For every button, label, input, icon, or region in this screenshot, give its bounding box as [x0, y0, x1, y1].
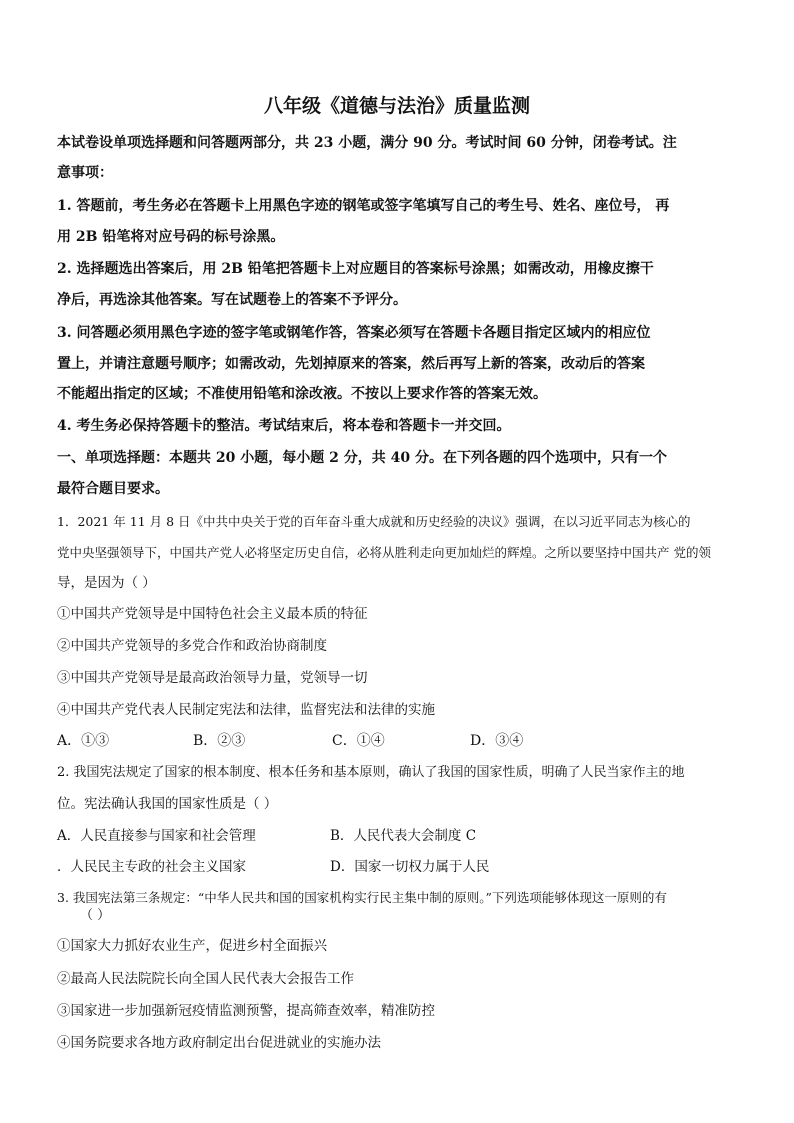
notice-item-3-cont: 置上，并请注意题号顺序；如需改动，先划掉原来的答案，然后再写上新的答案，改动后的答案 — [57, 356, 645, 372]
question-1-option-d: D．③④ — [470, 733, 524, 749]
question-3-stem: 3. 我国宪法第三条规定：“中华人民共和国的国家机构实行民主集中制的原则。”下列选项能够体现这一原则的有 — [57, 890, 667, 905]
question-1-statement: ①中国共产党领导是中国特色社会主义最本质的特征 — [57, 606, 368, 622]
question-2-option-b: B．人民代表大会制度 C — [330, 828, 477, 844]
question-1-statement: ④中国共产党代表人民制定宪法和法律，监督宪法和法律的实施 — [57, 702, 435, 718]
page-title: 八年级《道德与法治》质量监测 — [263, 95, 530, 117]
question-1-option-a: A．①③ — [57, 733, 110, 749]
notice-item-1-cont: 用 2B 铅笔将对应号码的标号涂黑。 — [57, 229, 285, 245]
question-1-stem: 导，是因为（ ） — [57, 575, 156, 591]
section-heading: 一、单项选择题：本题共 20 小题，每小题 2 分，共 40 分。在下列各题的四个选项中，只有一个 — [57, 450, 667, 466]
question-2-option-a: A．人民直接参与国家和社会管理 — [57, 828, 256, 844]
question-1-option-b: B．②③ — [193, 733, 246, 749]
notice-item-3: 3. 问答题必须用黑色字迹的签字笔或钢笔作答，答案必须写在答题卡各题目指定区域内的相应位 — [57, 325, 651, 341]
notice-item-1: 1. 答题前，考生务必在答题卡上用黑色字迹的钢笔或签字笔填写自己的考生号、姓名、座位号， 再 — [57, 198, 670, 214]
question-3-statement: ④国务院要求各地方政府制定出台促进就业的实施办法 — [57, 1035, 381, 1051]
question-3-statement: ③国家进一步加强新冠疫情监测预警，提高筛查效率，精准防控 — [57, 1003, 435, 1019]
notice-item-3-cont: 不能超出指定的区域；不准使用铅笔和涂改液。不按以上要求作答的答案无效。 — [57, 386, 547, 402]
question-1-option-c: C．①④ — [332, 733, 385, 749]
question-2-stem: 位。宪法确认我国的国家性质是（ ） — [57, 796, 278, 812]
question-3-statement: ②最高人民法院院长向全国人民代表大会报告工作 — [57, 971, 354, 987]
question-3-stem: （ ） — [80, 908, 111, 923]
question-2-stem: 2. 我国宪法规定了国家的根本制度、根本任务和基本原则，确认了我国的国家性质，明确了人民当家作主的地 — [57, 765, 685, 780]
question-2-option-c: ．人民民主专政的社会主义国家 — [57, 859, 246, 875]
instructions-line: 本试卷设单项选择题和问答题两部分，共 23 小题，满分 90 分。考试时间 60 分钟，闭卷考试。注 — [57, 135, 677, 151]
instructions-line: 意事项： — [57, 165, 113, 181]
question-1-statement: ②中国共产党领导的多党合作和政治协商制度 — [57, 638, 327, 654]
question-1-stem: 党中央坚强领导下，中国共产党人必将坚定历史自信，必将从胜利走向更加灿烂的辉煌。之所以要坚持中国共产 党的领 — [57, 545, 711, 560]
question-1-statement: ③中国共产党领导是最高政治领导力量，党领导一切 — [57, 670, 368, 686]
notice-item-2-cont: 净后，再选涂其他答案。写在试题卷上的答案不予评分。 — [57, 292, 407, 308]
question-2-option-d: D．国家一切权力属于人民 — [330, 859, 490, 875]
notice-item-4: 4. 考生务必保持答题卡的整洁。考试结束后，将本卷和答题卡一并交回。 — [57, 418, 511, 434]
notice-item-2: 2. 选择题选出答案后，用 2B 铅笔把答题卡上对应题目的答案标号涂黑；如需改动，用橡皮擦干 — [57, 261, 654, 277]
question-3-statement: ①国家大力抓好农业生产，促进乡村全面振兴 — [57, 938, 327, 954]
question-1-stem: 1．2021 年 11 月 8 日《中共中央关于党的百年奋斗重大成就和历史经验的决议》强调，在以习近平同志为核心的 — [57, 514, 691, 529]
section-heading-cont: 最符合题目要求。 — [57, 481, 169, 497]
